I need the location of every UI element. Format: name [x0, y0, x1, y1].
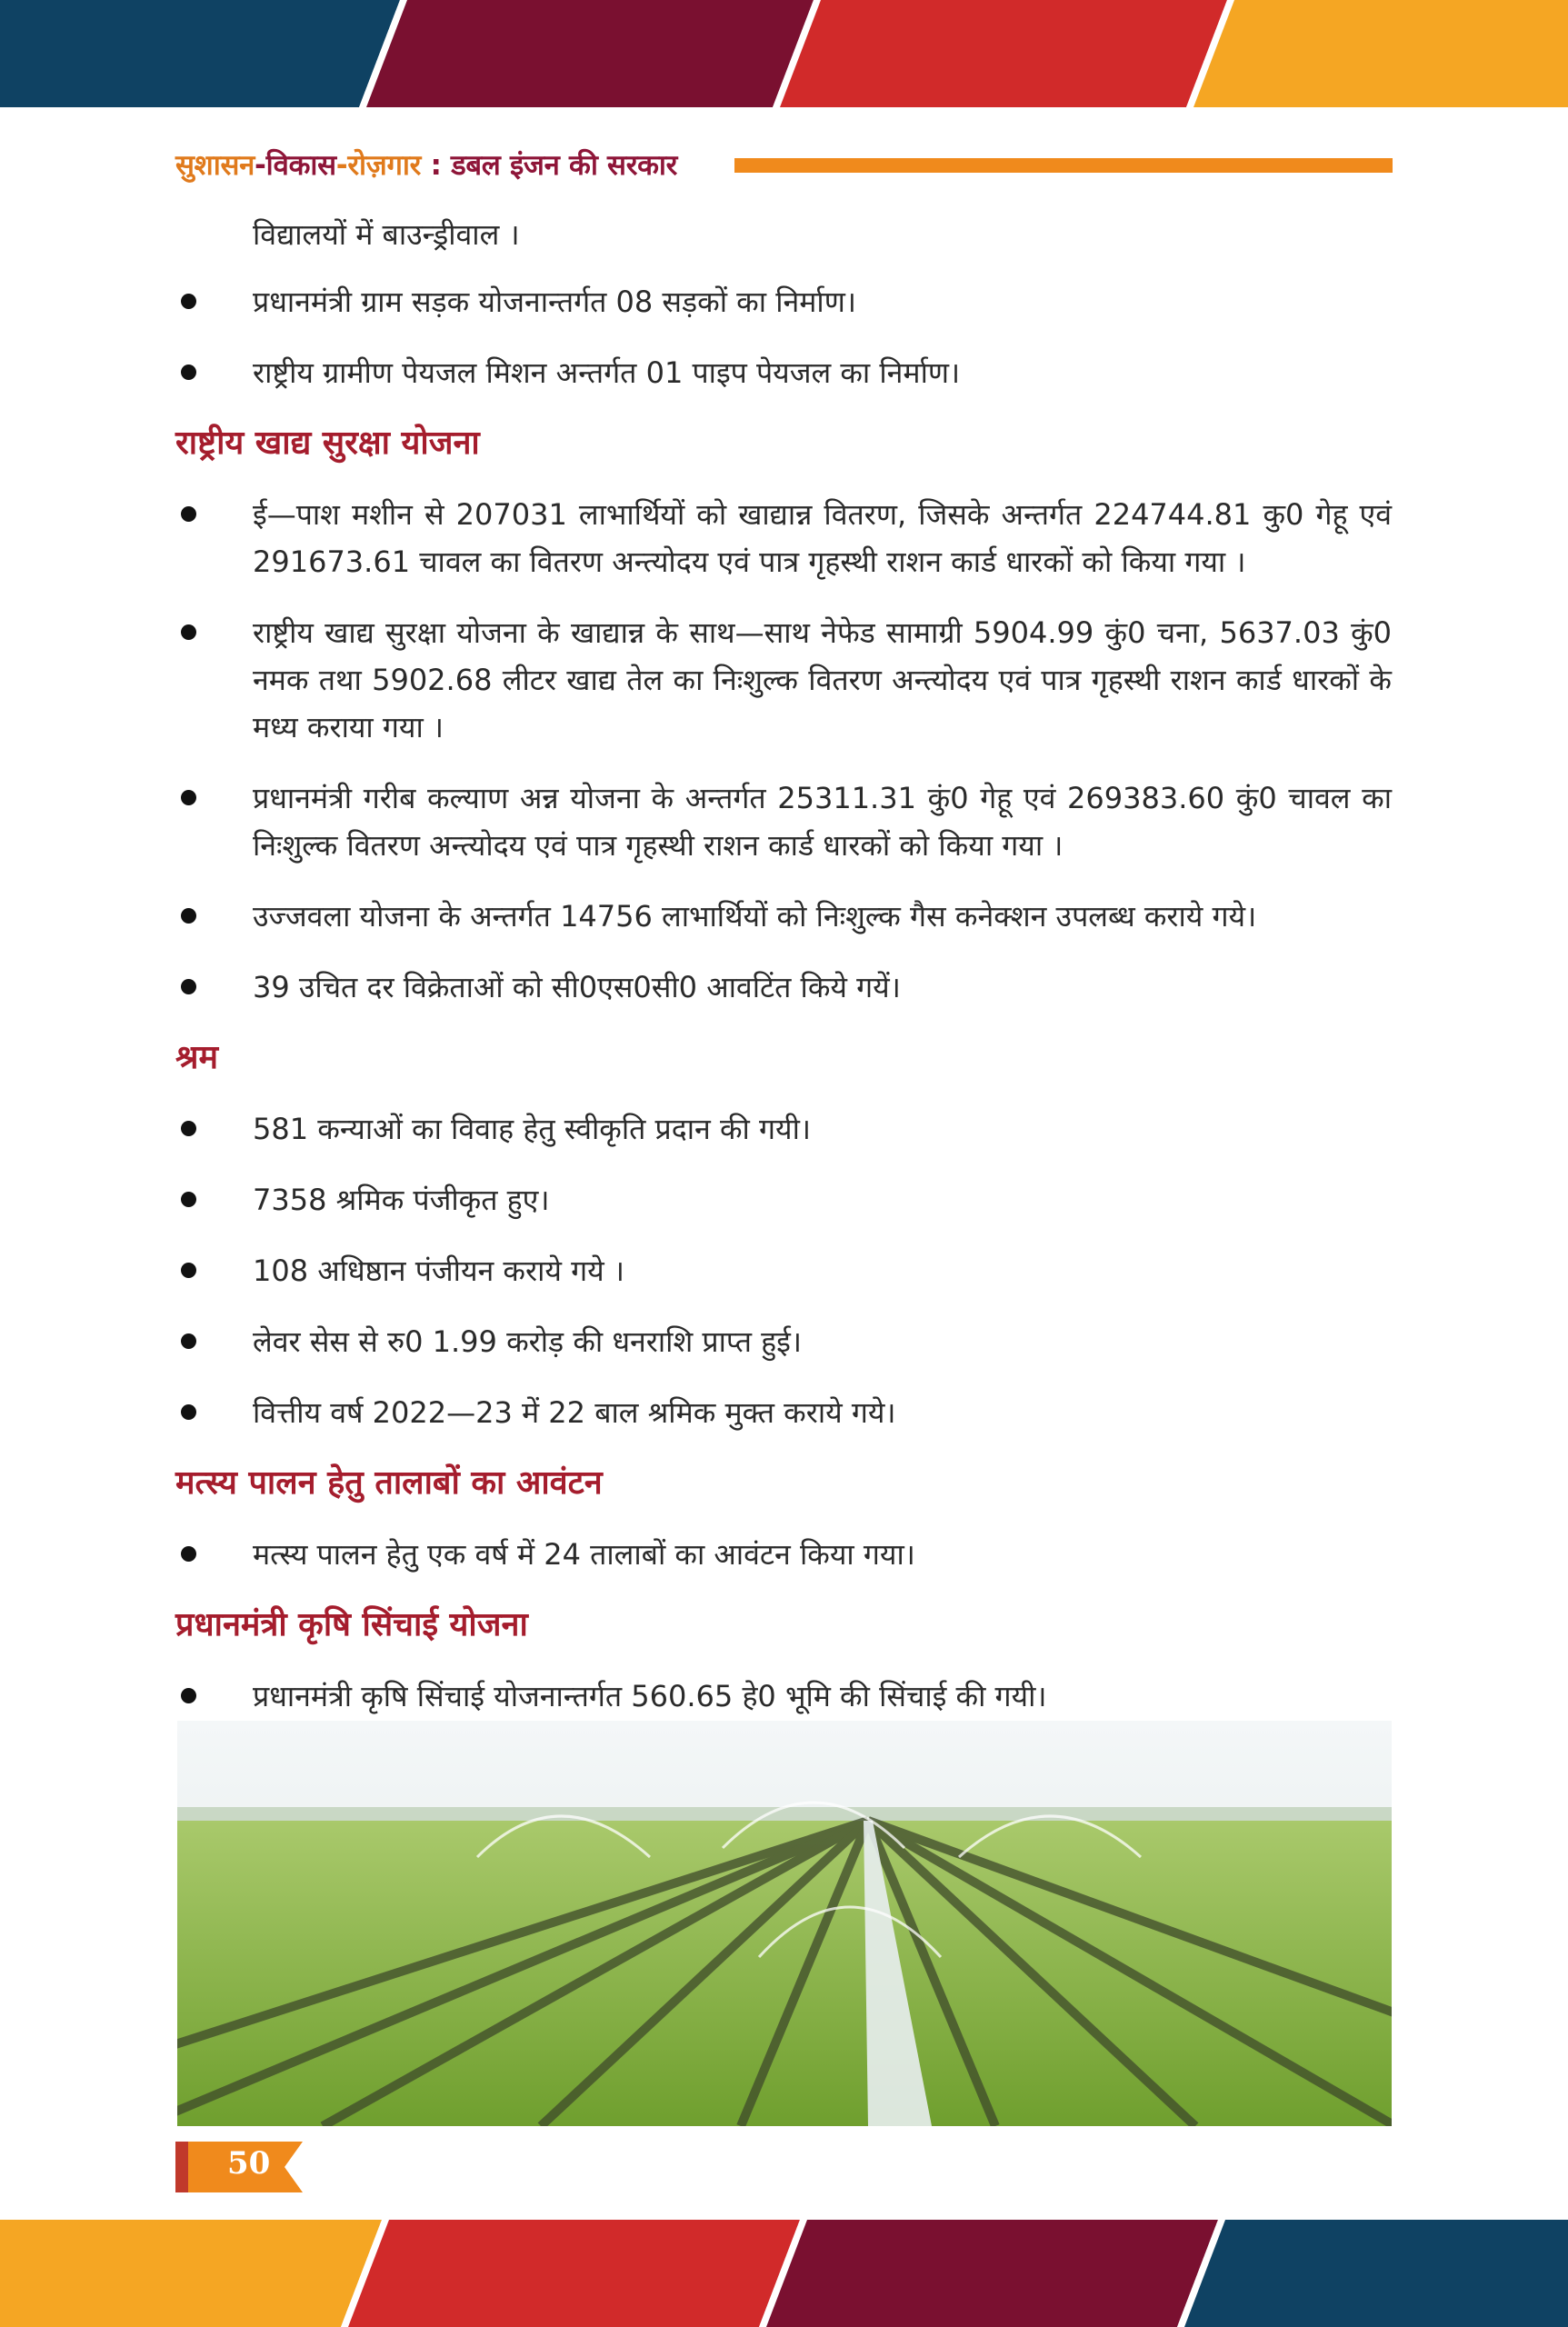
bullet-icon — [181, 1546, 196, 1562]
header-tagline: : डबल इंजन की सरकार — [421, 149, 678, 182]
list-item — [175, 1673, 1392, 1720]
list-item — [175, 278, 1392, 325]
bullet-icon — [181, 294, 196, 309]
running-header — [175, 145, 677, 184]
header-sep: - — [335, 149, 348, 182]
list-item — [175, 1318, 1392, 1365]
header-word-sushasan: सुशासन — [175, 149, 255, 182]
list-item — [175, 964, 1392, 1011]
header-word-vikas: विकास — [265, 149, 336, 182]
list-item-text: 108 अधिष्ठान पंजीयन कराये गये । — [253, 1253, 624, 1288]
bullet-icon — [181, 1192, 196, 1207]
bullet-icon — [181, 979, 196, 994]
list-item-text: 581 कन्याओं का विवाह हेतु स्वीकृति प्रदान की गयी। — [253, 1112, 812, 1146]
header-word-rozgar: रोज़गार — [347, 149, 422, 182]
list-item-text: 39 उचित दर विक्रेताओं को सी0एस0सी0 आवटिंत किये गयें। — [253, 970, 901, 1004]
section-heading-food-security: राष्ट्रीय खाद्य सुरक्षा योजना — [175, 424, 480, 462]
page-content — [175, 211, 1392, 1743]
continued-line: विद्यालयों में बाउन्ड्रीवाल । — [253, 217, 520, 252]
list-item — [175, 1247, 1392, 1294]
bullet-icon — [181, 506, 196, 522]
list-item — [175, 349, 1392, 396]
list-item — [175, 491, 1392, 585]
header-rule — [734, 158, 1393, 173]
bullet-icon — [181, 1121, 196, 1136]
bullet-icon — [181, 908, 196, 924]
list-item-text: राष्ट्रीय खाद्य सुरक्षा योजना के खाद्यान्न के साथ—साथ नेफेड सामाग्री 5904.99 कुं0 चना, 5637.03 कुं0 नमक तथा 5902.68 लीटर खाद्य तेल का निःशुल्क वितरण अन्त्योदय एवं पात्र गृहस्थी राशन कार्ड धारकों के मध्य कराया गया । — [253, 615, 1392, 744]
list-item — [175, 1531, 1392, 1578]
irrigated-field-photo — [177, 1721, 1392, 2126]
list-item — [175, 1389, 1392, 1436]
list-item — [175, 609, 1392, 751]
list-item-text: वित्तीय वर्ष 2022—23 में 22 बाल श्रमिक मुक्त कराये गये। — [253, 1395, 896, 1430]
list-item-text: 7358 श्रमिक पंजीकृत हुए। — [253, 1183, 550, 1217]
section-heading-irrigation: प्रधानमंत्री कृषि सिंचाई योजना — [175, 1606, 528, 1643]
list-item-text: ई—पाश मशीन से 207031 लाभार्थियों को खाद्यान्न वितरण, जिसके अन्तर्गत 224744.81 कु0 गेहू एवं 291673.61 चावल का वितरण अन्त्योदय एवं पात्र गृहस्थी राशन कार्ड धारकों को किया गया । — [253, 497, 1392, 579]
list-item-text: राष्ट्रीय ग्रामीण पेयजल मिशन अन्तर्गत 01 पाइप पेयजल का निर्माण। — [253, 355, 961, 390]
list-item-text: लेवर सेस से रु0 1.99 करोड़ की धनराशि प्राप्त हुई। — [253, 1324, 802, 1359]
bottom-color-band — [0, 2220, 1568, 2327]
page-number: 50 — [227, 2145, 271, 2182]
bullet-icon — [181, 790, 196, 805]
list-item-text: प्रधानमंत्री कृषि सिंचाई योजनान्तर्गत 560.65 हे0 भूमि की सिंचाई की गयी। — [253, 1679, 1047, 1713]
bullet-icon — [181, 1404, 196, 1420]
section-heading-labour: श्रम — [175, 1039, 219, 1076]
list-item-text: उज्जवला योजना के अन्तर्गत 14756 लाभार्थियों को निःशुल्क गैस कनेक्शन उपलब्ध कराये गये। — [253, 899, 1257, 934]
list-item — [175, 1105, 1392, 1153]
section-heading-fisheries: मत्स्य पालन हेतु तालाबों का आवंटन — [175, 1464, 603, 1502]
bullet-icon — [181, 624, 196, 640]
bullet-icon — [181, 1333, 196, 1349]
bullet-icon — [181, 1688, 196, 1703]
list-item-text: मत्स्य पालन हेतु एक वर्ष में 24 तालाबों का आवंटन किया गया। — [253, 1537, 915, 1572]
bullet-icon — [181, 1263, 196, 1278]
bullet-icon — [181, 365, 196, 380]
list-item-text: प्रधानमंत्री ग्राम सड़क योजनान्तर्गत 08 सड़कों का निर्माण। — [253, 285, 856, 319]
list-item-text: प्रधानमंत्री गरीब कल्याण अन्न योजना के अन्तर्गत 25311.31 कुं0 गेहू एवं 269383.60 कुं0 चावल का निःशुल्क वितरण अन्त्योदय एवं पात्र गृहस्थी राशन कार्ड धारकों को किया गया । — [253, 781, 1392, 863]
top-color-band — [0, 0, 1568, 107]
list-item — [175, 1176, 1392, 1223]
header-sep: - — [255, 149, 266, 182]
list-item — [175, 893, 1392, 940]
list-item — [175, 774, 1392, 869]
